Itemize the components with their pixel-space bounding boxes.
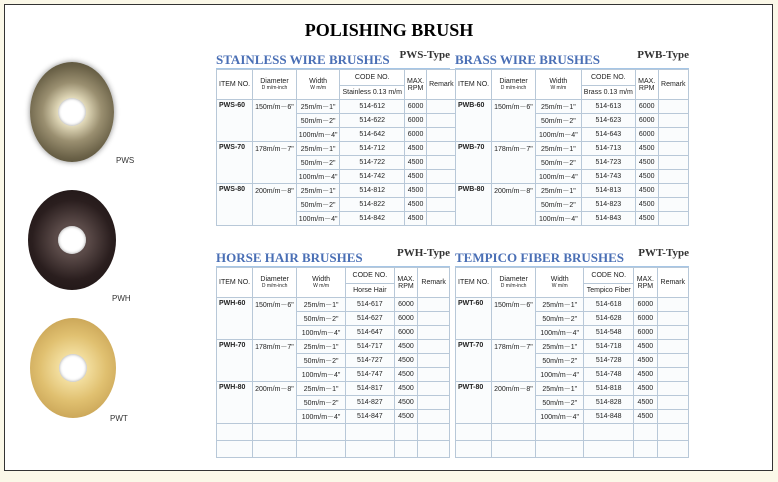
remark-cell — [657, 396, 688, 410]
item-no-cell: PWT-80 — [456, 382, 492, 424]
item-no-cell: PWS-60 — [217, 100, 253, 142]
empty-cell — [634, 441, 658, 458]
rpm-cell: 4500 — [405, 212, 427, 226]
item-no-cell: PWH-80 — [217, 382, 253, 424]
header-diameter — [492, 268, 536, 298]
code-cell: 514-643 — [581, 128, 635, 142]
header-width — [296, 70, 340, 100]
spec-table — [216, 69, 457, 226]
table-row — [456, 298, 689, 312]
rpm-cell: 6000 — [405, 100, 427, 114]
code-cell: 514-717 — [346, 340, 394, 354]
brush-section — [216, 247, 450, 460]
brush-section — [455, 49, 689, 262]
width-cell: 100m/m－4" — [536, 410, 584, 424]
empty-cell — [418, 441, 450, 458]
empty-cell — [536, 441, 584, 458]
code-cell: 514-817 — [346, 382, 394, 396]
remark-cell — [418, 368, 450, 382]
table-row — [456, 184, 689, 198]
code-cell: 514-847 — [346, 410, 394, 424]
width-cell: 25m/m－1" — [296, 184, 340, 198]
table-row-empty — [217, 424, 450, 441]
width-cell: 50m/m－2" — [536, 396, 584, 410]
item-no-cell: PWS-70 — [217, 142, 253, 184]
code-cell: 514-812 — [340, 184, 405, 198]
section-type: PWB-Type — [637, 49, 689, 61]
header-width-label: Width — [312, 276, 331, 283]
code-cell: 514-712 — [340, 142, 405, 156]
rpm-cell: 4500 — [635, 142, 658, 156]
table-row — [456, 142, 689, 156]
empty-cell — [346, 441, 394, 458]
code-cell: 514-813 — [581, 184, 635, 198]
width-cell: 50m/m－2" — [536, 312, 584, 326]
table-row — [217, 184, 457, 198]
code-cell: 514-713 — [581, 142, 635, 156]
diameter-cell: 150m/m－6" — [253, 298, 297, 340]
header-width-label: Width — [309, 78, 328, 85]
header-code-material: Brass 0.13 m/m — [581, 86, 635, 100]
header-remark: Remark — [658, 70, 688, 100]
rpm-cell: 4500 — [634, 410, 658, 424]
diameter-cell: 150m/m－6" — [492, 100, 536, 142]
width-cell: 50m/m－2" — [296, 114, 340, 128]
remark-cell — [658, 212, 688, 226]
header-code-material: Tempico Fiber — [584, 284, 634, 298]
code-cell: 514-723 — [581, 156, 635, 170]
table-row — [217, 298, 450, 312]
width-cell: 50m/m－2" — [535, 114, 581, 128]
remark-cell — [418, 396, 450, 410]
rpm-cell: 4500 — [635, 198, 658, 212]
remark-cell — [658, 184, 688, 198]
rpm-cell: 6000 — [635, 128, 658, 142]
header-width-label: Width — [550, 276, 569, 283]
header-item-no: ITEM NO. — [456, 70, 492, 100]
remark-cell — [657, 326, 688, 340]
empty-cell — [584, 441, 634, 458]
width-cell: 50m/m－2" — [297, 312, 346, 326]
width-cell: 100m/m－4" — [535, 128, 581, 142]
brush-section — [216, 49, 454, 262]
header-rpm-label: RPM — [637, 282, 654, 290]
header-item-no: ITEM NO. — [217, 70, 253, 100]
code-cell: 514-642 — [340, 128, 405, 142]
code-cell: 514-623 — [581, 114, 635, 128]
diameter-cell: 150m/m－6" — [253, 100, 297, 142]
header-diameter — [253, 70, 297, 100]
code-cell: 514-748 — [584, 368, 634, 382]
header-code-no: CODE NO. — [584, 268, 634, 284]
table-row — [217, 340, 450, 354]
remark-cell — [427, 142, 457, 156]
code-cell: 514-843 — [581, 212, 635, 226]
section-title: HORSE HAIR BRUSHES — [216, 250, 363, 265]
header-width-unit: W m/m — [310, 85, 327, 91]
remark-cell — [418, 354, 450, 368]
item-no-cell: PWT-60 — [456, 298, 492, 340]
width-cell: 100m/m－4" — [296, 212, 340, 226]
remark-cell — [658, 128, 688, 142]
header-diameter-unit: D m/m-inch — [261, 283, 288, 289]
header-max-rpm — [635, 70, 658, 100]
width-cell: 25m/m－1" — [297, 382, 346, 396]
code-cell: 514-822 — [340, 198, 405, 212]
header-width — [536, 268, 584, 298]
rpm-cell: 4500 — [405, 142, 427, 156]
header-width — [297, 268, 346, 298]
code-cell: 514-848 — [584, 410, 634, 424]
rpm-cell: 4500 — [634, 340, 658, 354]
spec-table — [455, 69, 689, 226]
table-row — [456, 382, 689, 396]
section-type: PWT-Type — [638, 247, 689, 259]
width-cell: 25m/m－1" — [536, 298, 584, 312]
header-width — [535, 70, 581, 100]
rpm-cell: 6000 — [394, 312, 418, 326]
remark-cell — [427, 212, 457, 226]
rpm-cell: 6000 — [394, 298, 418, 312]
width-cell: 50m/m－2" — [297, 354, 346, 368]
diameter-cell: 178m/m－7" — [253, 340, 297, 382]
remark-cell — [427, 184, 457, 198]
width-cell: 100m/m－4" — [535, 170, 581, 184]
width-cell: 100m/m－4" — [296, 128, 340, 142]
empty-cell — [456, 424, 492, 441]
diameter-cell: 200m/m－8" — [253, 184, 297, 226]
code-cell: 514-828 — [584, 396, 634, 410]
code-cell: 514-613 — [581, 100, 635, 114]
width-cell: 50m/m－2" — [535, 198, 581, 212]
code-cell: 514-617 — [346, 298, 394, 312]
table-row — [217, 100, 457, 114]
header-diameter-label: Diameter — [260, 78, 289, 85]
code-cell: 514-647 — [346, 326, 394, 340]
rpm-cell: 4500 — [634, 368, 658, 382]
rpm-cell: 4500 — [635, 170, 658, 184]
remark-cell — [658, 170, 688, 184]
empty-cell — [297, 424, 346, 441]
remark-cell — [418, 326, 450, 340]
remark-cell — [427, 114, 457, 128]
width-cell: 100m/m－4" — [297, 326, 346, 340]
width-cell: 25m/m－1" — [535, 142, 581, 156]
code-cell: 514-827 — [346, 396, 394, 410]
item-no-cell: PWH-70 — [217, 340, 253, 382]
width-cell: 100m/m－4" — [296, 170, 340, 184]
width-cell: 100m/m－4" — [297, 368, 346, 382]
header-diameter-label: Diameter — [499, 78, 528, 85]
diameter-cell: 200m/m－8" — [492, 382, 536, 424]
code-cell: 514-842 — [340, 212, 405, 226]
rpm-cell: 4500 — [394, 368, 418, 382]
section-type: PWS-Type — [399, 49, 450, 61]
header-remark: Remark — [427, 70, 457, 100]
width-cell: 50m/m－2" — [536, 354, 584, 368]
image-label-pws: PWS — [116, 156, 135, 165]
remark-cell — [427, 100, 457, 114]
rpm-cell: 4500 — [405, 198, 427, 212]
header-item-no: ITEM NO. — [456, 268, 492, 298]
remark-cell — [658, 100, 688, 114]
remark-cell — [418, 340, 450, 354]
code-cell: 514-548 — [584, 326, 634, 340]
table-row — [456, 340, 689, 354]
rpm-cell: 6000 — [634, 326, 658, 340]
code-cell: 514-622 — [340, 114, 405, 128]
width-cell: 100m/m－4" — [536, 326, 584, 340]
item-no-cell: PWS-80 — [217, 184, 253, 226]
code-cell: 514-728 — [584, 354, 634, 368]
empty-cell — [456, 441, 492, 458]
empty-cell — [418, 424, 450, 441]
table-row — [217, 382, 450, 396]
header-rpm-label: RPM — [398, 282, 414, 290]
remark-cell — [657, 298, 688, 312]
rpm-cell: 6000 — [405, 114, 427, 128]
code-cell: 514-618 — [584, 298, 634, 312]
diameter-cell: 178m/m－7" — [492, 142, 536, 184]
rpm-cell: 4500 — [394, 382, 418, 396]
rpm-cell: 4500 — [634, 396, 658, 410]
diameter-cell: 178m/m－7" — [492, 340, 536, 382]
header-diameter-unit: D m/m-inch — [500, 283, 527, 289]
item-no-cell: PWB-70 — [456, 142, 492, 184]
empty-cell — [492, 441, 536, 458]
empty-cell — [536, 424, 584, 441]
diameter-cell: 178m/m－7" — [253, 142, 297, 184]
remark-cell — [658, 142, 688, 156]
code-cell: 514-612 — [340, 100, 405, 114]
width-cell: 25m/m－1" — [296, 100, 340, 114]
empty-cell — [492, 424, 536, 441]
spec-table — [216, 267, 450, 458]
code-cell: 514-627 — [346, 312, 394, 326]
rpm-cell: 4500 — [635, 212, 658, 226]
width-cell: 25m/m－1" — [536, 382, 584, 396]
code-cell: 514-743 — [581, 170, 635, 184]
rpm-cell: 4500 — [394, 340, 418, 354]
remark-cell — [658, 156, 688, 170]
header-max-label: MAX. — [397, 275, 415, 283]
width-cell: 25m/m－1" — [296, 142, 340, 156]
code-cell: 514-823 — [581, 198, 635, 212]
empty-cell — [253, 424, 297, 441]
diameter-cell: 200m/m－8" — [253, 382, 297, 424]
brush-section — [455, 247, 689, 460]
width-cell: 50m/m－2" — [296, 198, 340, 212]
empty-cell — [657, 424, 688, 441]
remark-cell — [657, 382, 688, 396]
fiber-wheel-brush-image — [30, 318, 116, 418]
header-code-no: CODE NO. — [581, 70, 635, 86]
empty-cell — [394, 441, 418, 458]
width-cell: 100m/m－4" — [297, 410, 346, 424]
header-max-label: MAX. — [407, 77, 425, 85]
remark-cell — [657, 368, 688, 382]
rpm-cell: 4500 — [634, 382, 658, 396]
item-no-cell: PWB-60 — [456, 100, 492, 142]
table-row-empty — [217, 441, 450, 458]
header-code-material: Stainless 0.13 m/m — [340, 86, 405, 100]
remark-cell — [427, 128, 457, 142]
empty-cell — [634, 424, 658, 441]
header-max-rpm — [634, 268, 658, 298]
rpm-cell: 4500 — [394, 410, 418, 424]
header-diameter-unit: D m/m-inch — [500, 85, 527, 91]
image-label-pwt: PWT — [110, 414, 128, 423]
section-title: STAINLESS WIRE BRUSHES — [216, 52, 390, 67]
header-rpm-label: RPM — [638, 84, 655, 92]
header-diameter-unit: D m/m-inch — [261, 85, 288, 91]
header-item-no: ITEM NO. — [217, 268, 253, 298]
header-width-label: Width — [549, 78, 568, 85]
header-diameter-label: Diameter — [499, 276, 528, 283]
remark-cell — [427, 156, 457, 170]
remark-cell — [658, 198, 688, 212]
code-cell: 514-718 — [584, 340, 634, 354]
empty-cell — [657, 441, 688, 458]
width-cell: 25m/m－1" — [297, 298, 346, 312]
header-rpm-label: RPM — [407, 84, 424, 92]
section-title: BRASS WIRE BRUSHES — [455, 52, 600, 67]
table-row — [217, 142, 457, 156]
header-max-rpm — [394, 268, 418, 298]
width-cell: 25m/m－1" — [535, 100, 581, 114]
header-code-no: CODE NO. — [346, 268, 394, 284]
rpm-cell: 4500 — [405, 156, 427, 170]
header-width-unit: W m/m — [551, 283, 568, 289]
rpm-cell: 4500 — [405, 170, 427, 184]
remark-cell — [418, 298, 450, 312]
remark-cell — [657, 312, 688, 326]
empty-cell — [297, 441, 346, 458]
rpm-cell: 6000 — [635, 114, 658, 128]
width-cell: 25m/m－1" — [535, 184, 581, 198]
remark-cell — [427, 198, 457, 212]
header-max-label: MAX. — [636, 275, 654, 283]
header-width-unit: W m/m — [313, 283, 329, 289]
width-cell: 25m/m－1" — [297, 340, 346, 354]
code-cell: 514-742 — [340, 170, 405, 184]
remark-cell — [427, 170, 457, 184]
code-cell: 514-747 — [346, 368, 394, 382]
wire-wheel-brush-image — [30, 62, 114, 162]
width-cell: 50m/m－2" — [296, 156, 340, 170]
code-cell: 514-722 — [340, 156, 405, 170]
section-type: PWH-Type — [397, 247, 450, 259]
page-title: POLISHING BRUSH — [304, 20, 474, 40]
rpm-cell: 4500 — [394, 354, 418, 368]
horse-hair-wheel-brush-image — [28, 190, 116, 290]
header-code-no: CODE NO. — [340, 70, 405, 86]
table-row-empty — [456, 441, 689, 458]
header-remark: Remark — [657, 268, 688, 298]
remark-cell — [657, 340, 688, 354]
width-cell: 100m/m－4" — [535, 212, 581, 226]
table-row — [456, 100, 689, 114]
header-max-rpm — [405, 70, 427, 100]
empty-cell — [253, 441, 297, 458]
remark-cell — [657, 410, 688, 424]
empty-cell — [584, 424, 634, 441]
header-diameter — [492, 70, 536, 100]
width-cell: 100m/m－4" — [536, 368, 584, 382]
empty-cell — [217, 441, 253, 458]
width-cell: 50m/m－2" — [535, 156, 581, 170]
table-row-empty — [456, 424, 689, 441]
remark-cell — [418, 312, 450, 326]
rpm-cell: 6000 — [405, 128, 427, 142]
remark-cell — [657, 354, 688, 368]
code-cell: 514-727 — [346, 354, 394, 368]
rpm-cell: 4500 — [634, 354, 658, 368]
header-width-unit: W m/m — [550, 85, 567, 91]
diameter-cell: 150m/m－6" — [492, 298, 536, 340]
diameter-cell: 200m/m－8" — [492, 184, 536, 226]
code-cell: 514-818 — [584, 382, 634, 396]
item-no-cell: PWT-70 — [456, 340, 492, 382]
item-no-cell: PWH-60 — [217, 298, 253, 340]
rpm-cell: 6000 — [394, 326, 418, 340]
remark-cell — [418, 382, 450, 396]
rpm-cell: 4500 — [405, 184, 427, 198]
remark-cell — [418, 410, 450, 424]
section-title: TEMPICO FIBER BRUSHES — [455, 250, 625, 265]
header-remark: Remark — [418, 268, 450, 298]
header-code-material: Horse Hair — [346, 284, 394, 298]
item-no-cell: PWB-80 — [456, 184, 492, 226]
empty-cell — [394, 424, 418, 441]
code-cell: 514-628 — [584, 312, 634, 326]
header-diameter-label: Diameter — [260, 276, 289, 283]
width-cell: 50m/m－2" — [297, 396, 346, 410]
remark-cell — [658, 114, 688, 128]
empty-cell — [346, 424, 394, 441]
spec-table — [455, 267, 689, 458]
rpm-cell: 6000 — [634, 298, 658, 312]
image-label-pwh: PWH — [112, 294, 131, 303]
rpm-cell: 4500 — [635, 184, 658, 198]
rpm-cell: 4500 — [635, 156, 658, 170]
header-diameter — [253, 268, 297, 298]
rpm-cell: 6000 — [634, 312, 658, 326]
header-max-label: MAX. — [638, 77, 656, 85]
width-cell: 25m/m－1" — [536, 340, 584, 354]
empty-cell — [217, 424, 253, 441]
rpm-cell: 4500 — [394, 396, 418, 410]
rpm-cell: 6000 — [635, 100, 658, 114]
